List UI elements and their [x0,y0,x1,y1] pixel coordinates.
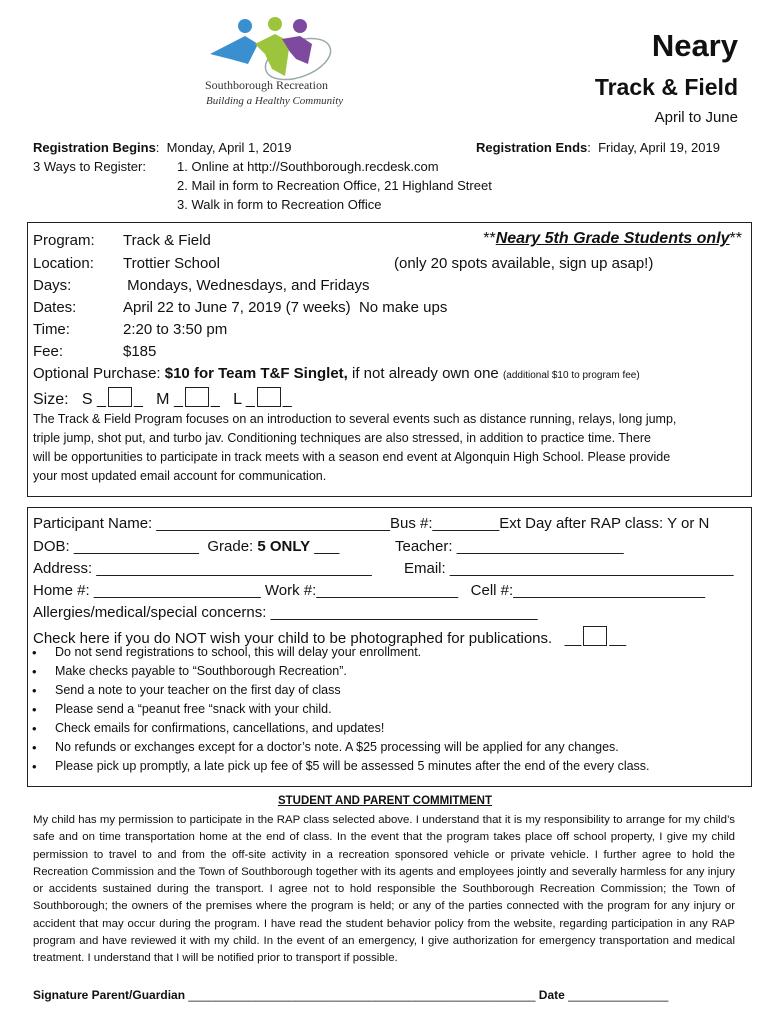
list-item: • Please send a “peanut free “snack with your child. [32,700,650,719]
work-phone-field[interactable]: _________________ [316,582,459,599]
size-l-checkbox[interactable] [257,387,281,407]
participant-name-field[interactable]: ____________________________ [156,515,390,532]
optional-rest: if not already own one [352,365,499,382]
optional-purchase [33,365,640,382]
time-label: Time: [33,321,70,338]
photo-opt-out-label: Check here if you do NOT wish your child to be photographed for publications. [33,630,553,647]
address-row [33,560,372,577]
address-field[interactable]: _________________________________ [96,560,372,577]
season-dates: April to June [654,109,738,126]
registration-begins-label: Registration Begins [33,140,156,155]
dob-label: DOB: [33,538,70,555]
logo-org-name: Southborough Recreation [205,78,328,92]
email-row [404,560,734,577]
optional-item: $10 for Team T&F Singlet, [164,365,348,382]
teacher-field[interactable]: ____________________ [456,538,624,555]
allergies-row [33,604,538,621]
bus-label: Bus #: [389,515,433,532]
cell-phone-label: Cell #: [470,582,514,599]
list-item: • Send a note to your teacher on the first day of class [32,681,650,700]
dates-label: Dates: [33,299,77,316]
size-l-label: L [233,391,242,408]
teacher-label: Teacher: [395,538,453,555]
size-s-label: S [81,391,93,408]
size-m-label: M [156,391,170,408]
optional-label: Optional Purchase: [33,365,161,382]
list-item: • Do not send registrations to school, this will delay your enrollment. [32,643,650,662]
date-label: Date [538,988,565,1002]
list-item: • Please pick up promptly, a late pick up fee of $5 will be assessed 5 minutes after the end of the every class. [32,757,650,776]
notice-text: Neary 5th Grade Students only [495,230,730,247]
ways-label: 3 Ways to Register: [33,159,146,174]
phone-row [33,582,705,599]
registration-ends-value: Friday, April 19, 2019 [598,140,720,155]
grade-value: 5 ONLY [257,538,311,555]
home-phone-field[interactable]: ____________________ [93,582,261,599]
dates-value: April 22 to June 7, 2019 (7 weeks) No make ups [123,299,448,316]
registration-ends: Registration Ends: Friday, April 19, 2019 [476,140,720,155]
commitment-heading: STUDENT AND PARENT COMMITMENT [277,795,492,807]
notice-stars-left: ** [483,230,496,247]
bus-field[interactable]: ________ [432,515,500,532]
description-line: The Track & Field Program focuses on an introduction to several events such as distance running, relays, long jump, [33,412,677,426]
days-label: Days: [33,277,72,294]
signature-row [33,988,668,1002]
way-walkin: 3. Walk in form to Recreation Office [177,197,382,212]
signature-field[interactable]: ____________________________________________________ [188,988,536,1002]
notes-list [32,643,650,776]
extday-label: Ext Day after RAP class: Y or N [499,515,710,532]
spots-note: (only 20 spots available, sign up asap!) [394,255,654,272]
days-value: Mondays, Wednesdays, and Fridays [123,277,370,294]
photo-opt-out-row: Check here if you do NOT wish your child to be photographed for publications. __ __ [33,626,626,647]
size-s-checkbox[interactable] [108,387,132,407]
time-value: 2:20 to 3:50 pm [123,321,228,338]
way-mail: 2. Mail in form to Recreation Office, 21 Highland Street [177,178,492,193]
program-description [33,410,676,486]
description-line: your most updated email account for communication. [33,469,327,483]
registration-begins: Registration Begins: Monday, April 1, 2019 [33,140,292,155]
cell-phone-field[interactable]: _______________________ [513,582,706,599]
email-label: Email: [404,560,446,577]
teacher-row [395,538,624,555]
allergies-field[interactable]: ________________________________ [270,604,538,621]
list-item: • Make checks payable to “Southborough Recreation”. [32,662,650,681]
dob-row: DOB: _______________ Grade: 5 ONLY ___ [33,538,340,555]
description-line: will be opportunities to participate in track meets with a season end event at Algonquin High School. Please provide [33,450,671,464]
signature-label: Signature Parent/Guardian [33,988,186,1002]
email-field[interactable]: __________________________________ [449,560,734,577]
date-field[interactable]: _______________ [568,988,669,1002]
page-title: Neary [651,28,738,63]
participant-name-row [33,515,709,532]
size-label: Size: [33,391,69,408]
list-item: • Check emails for confirmations, cancellations, and updates! [32,719,650,738]
home-phone-label: Home #: [33,582,90,599]
participant-name-label: Participant Name: [33,515,153,532]
location-value: Trottier School [123,255,220,272]
logo-tagline: Building a Healthy Community [206,95,344,107]
address-label: Address: [33,560,93,577]
work-phone-label: Work #: [264,582,317,599]
size-m-checkbox[interactable] [185,387,209,407]
description-line: triple jump, shot put, and turbo jav. Conditioning techniques are also stressed, in addition to practice time. There [33,431,651,445]
dob-field[interactable]: _______________ [73,538,199,555]
list-item: • No refunds or exchanges except for a doctor’s note. A $25 processing will be applied for any changes. [32,738,650,757]
optional-note: (additional $10 to program fee) [502,370,640,381]
notice-stars-right: ** [729,230,742,247]
allergies-label: Allergies/medical/special concerns: [33,604,267,621]
commitment-text: My child has my permission to participate in the RAP class selected above. I understand that it is my responsibility to arrange for my child’s safe and on time transportation home at the end of class. In the event that the program takes place off school property, I give my child permission to travel to and from the off-site activity in a recreation sponsored vehicle or private vehicle. I further agree to hold the Recreation Commission and the Town of Southborough together with its agents and employees jointly and severally harmless for any injury or accidents sustained during the transport. I agree not to hold responsible the Southborough Recreation Commission; the Town of Southborough; the owners of the premises where the program is held; or any of the parties connected with the program for any injury or accident that may occur during the program. I have read the student behavior policy from the website, regarding participation in any RAP program and have reviewed it with my child. In the event of an emergency, I give authorization for emergency transportation and medical treatment. I understand that I will be notified prior to transport if possible. [33,814,735,965]
program-value: Track & Field [123,232,211,249]
fee-value: $185 [123,343,157,360]
program-title: Track & Field [594,74,738,100]
way-online: 1. Online at http://Southborough.recdesk.com [177,159,439,174]
eligibility-notice [483,230,742,248]
size-row: Size: S _ _ M _ _ L _ _ [33,387,292,409]
location-label: Location: [33,255,94,272]
registration-ends-label: Registration Ends [476,140,588,155]
fee-label: Fee: [33,343,64,360]
program-label: Program: [33,232,95,249]
grade-label: Grade: [207,538,254,555]
registration-begins-value: Monday, April 1, 2019 [166,140,292,155]
